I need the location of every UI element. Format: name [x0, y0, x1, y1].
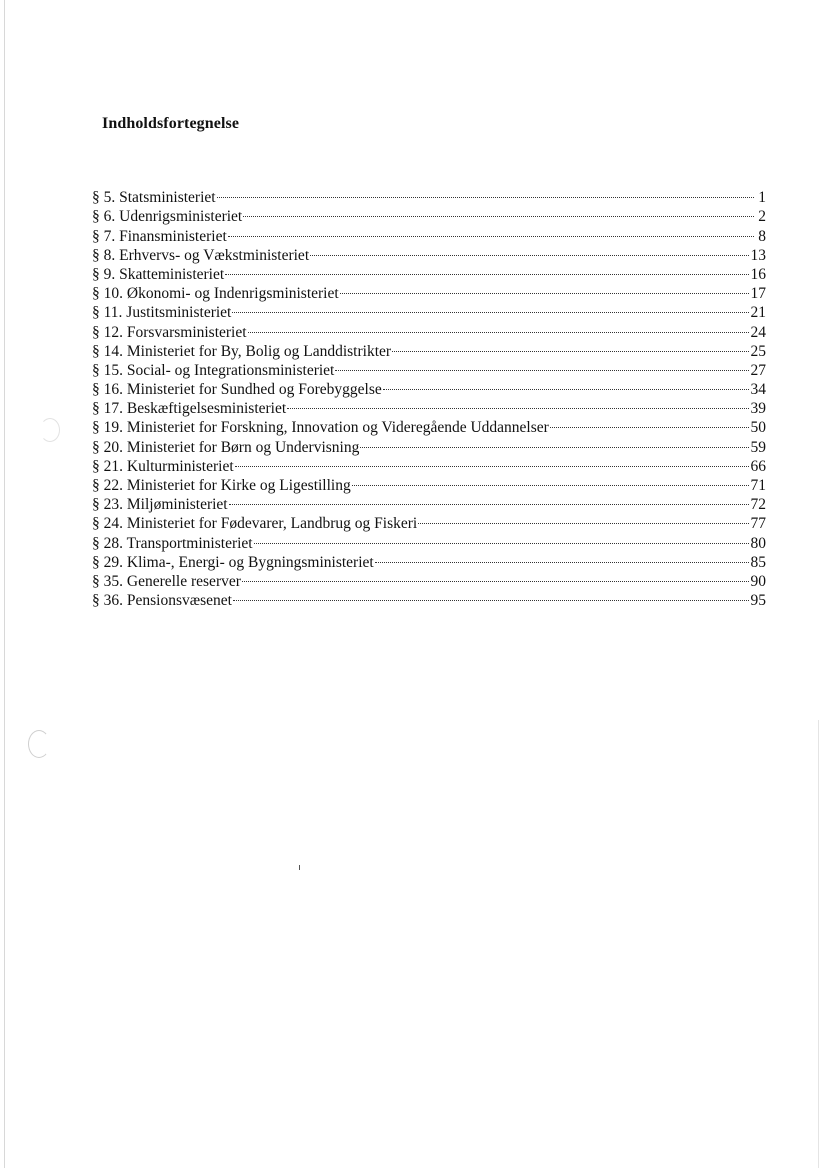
toc-entry-page: 71	[750, 477, 766, 494]
toc-entry-page: 95	[750, 592, 766, 610]
toc-entry-page: 59	[750, 438, 766, 456]
toc-entry-page: 34	[750, 381, 766, 399]
toc-dot-leader	[418, 509, 748, 528]
toc-dot-leader	[383, 375, 749, 394]
toc-dot-leader	[340, 279, 749, 298]
toc-entry-page: 77	[750, 515, 766, 533]
toc-entry-page: 8	[758, 227, 766, 245]
toc-dot-leader	[228, 221, 754, 240]
toc-entry[interactable]	[92, 183, 766, 207]
toc-dot-leader	[243, 202, 754, 221]
toc-dot-leader	[217, 183, 754, 202]
toc-entry-page: 66	[750, 457, 766, 475]
toc-dot-leader	[360, 432, 748, 451]
toc-entry-page: 80	[750, 534, 766, 552]
toc-entry-label: § 22. Ministeriet for Kirke og Ligestilling	[92, 477, 351, 494]
toc-dot-leader	[287, 394, 748, 413]
toc-dot-leader	[235, 452, 749, 471]
toc-entry-page: 21	[750, 304, 766, 322]
toc-dot-leader	[233, 586, 749, 605]
toc-entry-label: § 5. Statsministeriet	[92, 189, 216, 207]
toc-dot-leader	[242, 567, 749, 586]
punch-hole-mark-bottom	[28, 730, 50, 758]
toc-entry-label: § 17. Beskæftigelsesministeriet	[92, 400, 287, 418]
punch-hole-mark-top	[40, 418, 60, 442]
toc-entry-label: § 14. Ministeriet for By, Bolig og Landdistrikter	[92, 342, 392, 360]
toc-entry-page: 13	[750, 246, 766, 264]
toc-entry-page: 27	[750, 361, 766, 379]
toc-entry-page: 72	[750, 496, 766, 514]
toc-entry-page: 90	[750, 572, 766, 590]
toc-dot-leader	[310, 241, 748, 260]
scan-speck	[299, 865, 300, 870]
toc-entry-label: § 20. Ministeriet for Børn og Undervisning	[92, 438, 360, 456]
toc-entry-page: 2	[758, 208, 766, 226]
toc-entry-page: 39	[750, 400, 766, 418]
toc-dot-leader	[335, 356, 748, 375]
toc-dot-leader	[550, 413, 749, 432]
toc-entry-label: § 7. Finansministeriet	[92, 227, 227, 245]
toc-entry-label: § 8. Erhvervs- og Vækstministeriet	[92, 246, 310, 264]
toc-dot-leader	[232, 298, 748, 317]
toc-dot-leader	[392, 337, 748, 356]
toc-dot-leader	[225, 260, 748, 279]
toc-dot-leader	[229, 490, 749, 509]
toc-entry-label: § 23. Miljøministeriet	[92, 496, 228, 514]
toc-entry-label: § 24. Ministeriet for Fødevarer, Landbrug og Fiskeri	[92, 515, 418, 533]
toc-entry-label: § 19. Ministeriet for Forskning, Innovation og Videregående Uddannelser	[92, 419, 549, 437]
toc-entry-label: § 11. Justitsministeriet	[92, 304, 232, 322]
toc-entry-label: § 35. Generelle reserver	[92, 572, 241, 590]
toc-dot-leader	[254, 528, 749, 547]
toc-entry-page: 50	[750, 419, 766, 437]
scan-edge-right	[818, 720, 819, 1168]
toc-entry-page: 17	[750, 285, 766, 303]
toc-dot-leader	[248, 317, 749, 336]
toc-entry-label: § 6. Udenrigsministeriet	[92, 208, 243, 226]
table-of-contents	[92, 183, 766, 610]
toc-entry-label: § 16. Ministeriet for Sundhed og Forebyggelse	[92, 381, 382, 399]
toc-entry-label: § 15. Social- og Integrationsministeriet	[92, 361, 335, 379]
toc-entry-label: § 12. Forsvarsministeriet	[92, 323, 247, 341]
toc-entry-label: § 21. Kulturministeriet	[92, 457, 234, 475]
toc-entry-page: 25	[750, 342, 766, 360]
toc-entry-label: § 9. Skatteministeriet	[92, 265, 225, 283]
toc-dot-leader	[375, 548, 749, 567]
toc-entry-label: § 28. Transportministeriet	[92, 534, 253, 552]
page-title: Indholdsfortegnelse	[102, 115, 240, 132]
toc-entry-label: § 36. Pensionsvæsenet	[92, 592, 232, 610]
toc-entry-page: 16	[750, 265, 766, 283]
toc-entry-page: 1	[758, 189, 766, 207]
toc-entry-label: § 29. Klima-, Energi- og Bygningsministeriet	[92, 553, 374, 571]
toc-entry-label: § 10. Økonomi- og Indenrigsministeriet	[92, 285, 339, 303]
scan-edge-left	[4, 0, 5, 1168]
toc-entry-page: 85	[750, 553, 766, 571]
toc-dot-leader	[352, 471, 749, 490]
toc-entry-page: 24	[750, 323, 766, 341]
